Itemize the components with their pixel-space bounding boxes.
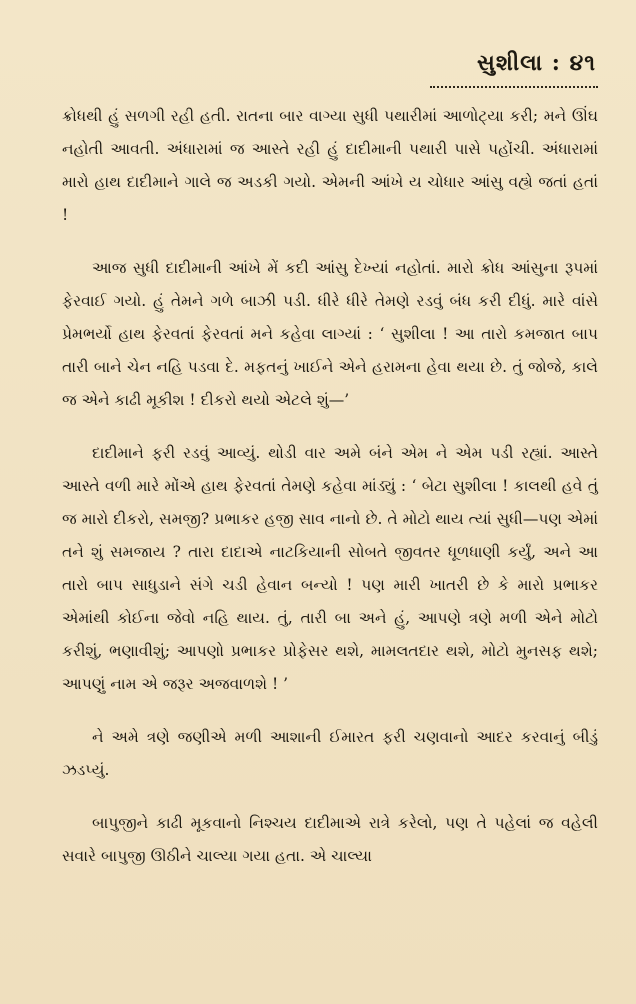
page-body [62, 100, 598, 893]
running-head: સુશીલા : ૪૧ [477, 50, 596, 76]
paragraph: ક્રોધથી હું સળગી રહી હતી. રાતના બાર વાગ્યા સુધી પથારીમાં આળોટ્યા કરી; મને ઊંઘ નહોતી આવતી. અંધારામાં જ આસ્તે રહી હું દાદીમાની પથારી પાસે પહોંચી. અંધારામાં મારો હાથ દાદીમાને ગાલે જ અડકી ગયો. એમની આંખે ય ચોધાર આંસુ વહ્યે જતાં હતાં ! [62, 107, 598, 224]
paragraph: બાપુજીને કાઢી મૂકવાનો નિશ્ચય દાદીમાએ રાત્રે કરેલો, પણ તે પહેલાં જ વહેલી સવારે બાપુજી ઊઠીને ચાલ્યા ગયા હતા. એ ચાલ્યા [62, 814, 598, 865]
header-dotted-rule [430, 86, 598, 88]
paragraph: ને અમે ત્રણે જણીએ મળી આશાની ઈમારત ફરી ચણવાનો આદર કરવાનું બીડું ઝડપ્યું. [62, 728, 598, 779]
paragraph: આજ સુધી દાદીમાની આંખે મેં કદી આંસુ દેખ્યાં નહોતાં. મારો ક્રોધ આંસુના રૂપમાં ફેરવાઈ ગયો. હું તેમને ગળે બાઝી પડી. ધીરે ધીરે તેમણે રડવું બંધ કરી દીધું. મારે વાંસે પ્રેમભર્યો હાથ ફેરવતાં ફેરવતાં મને કહેવા લાગ્યાં : ‘ સુશીલા ! આ તારો કમજાત બાપ તારી બાને ચેન નહિ પડવા દે. મફતનું ખાઈને એને હરામના હેવા થયા છે. તું જોજે, કાલે જ એને કાઢી મૂકીશ ! દીકરો થયો એટલે શું—’ [62, 259, 598, 409]
paragraph: દાદીમાને ફરી રડવું આવ્યું. થોડી વાર અમે બંને એમ ને એમ પડી રહ્યાં. આસ્તે આસ્તે વળી મારે મોંએ હાથ ફેરવતાં તેમણે કહેવા માંડ્યું : ‘ બેટા સુશીલા ! કાલથી હવે તું જ મારો દીકરો, સમજી? પ્રભાકર હજી સાવ નાનો છે. તે મોટો થાય ત્યાં સુધી—પણ એમાં તને શું સમજાય ? તારા દાદાએ નાટકિયાની સોબતે જીવતર ધૂળધાણી કર્યું, અને આ તારો બાપ સાધુડાને સંગે ચડી હેવાન બન્યો ! પણ મારી ખાતરી છે કે મારો પ્રભાકર એમાંથી કોઈના જેવો નહિ થાય. તું, તારી બા અને હું, આપણે ત્રણે મળી એને મોટો કરીશું, ભણાવીશું; આપણો પ્રભાકર પ્રોફેસર થશે, મામલતદાર થશે, મોટો મુનસફ થશે; આપણું નામ એ જરૂર અજવાળશે ! ’ [62, 444, 598, 693]
